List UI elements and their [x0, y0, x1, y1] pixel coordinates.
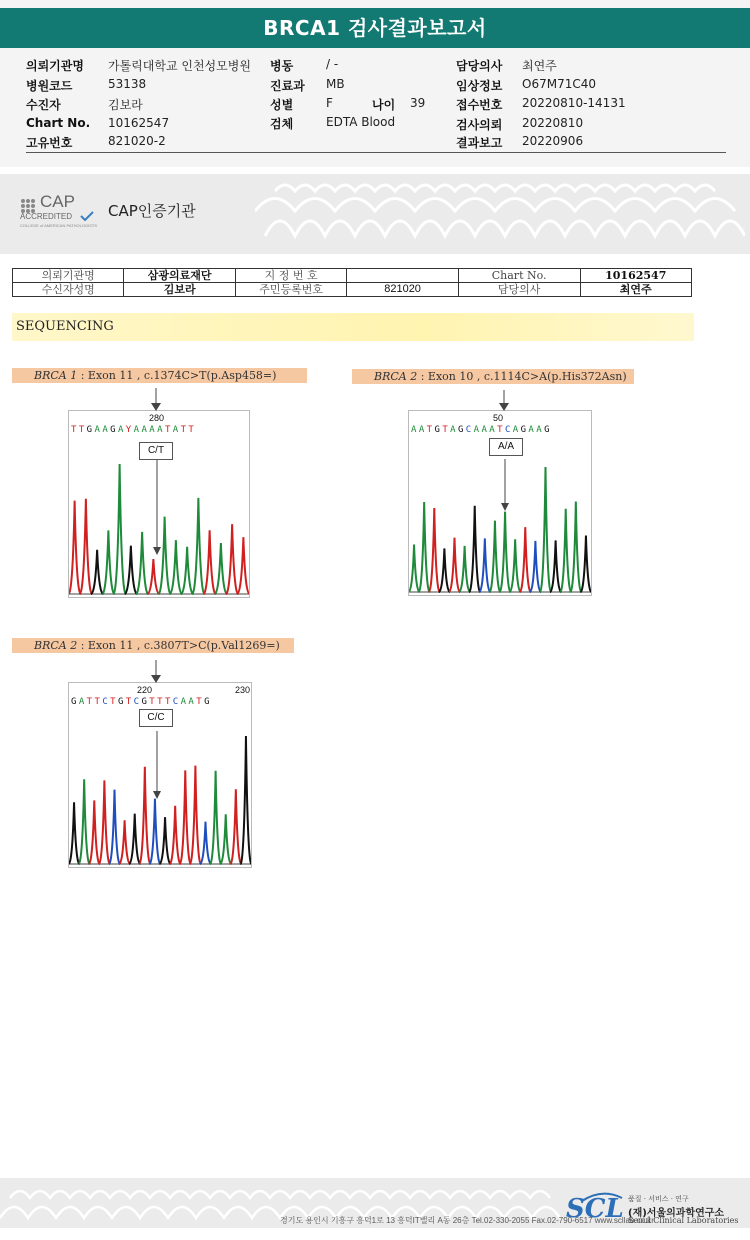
footer-address: 경기도 용인시 기흥구 흥덕1로 13 흥덕IT밸리 A동 26층 Tel.02-330-2055 Fax.02-790-6517 www.scllab.co.kr — [280, 1216, 654, 1225]
base-letter: T — [196, 697, 205, 707]
trace-peak — [69, 802, 80, 864]
variant-desc: : Exon 11 , c.1374C>T(p.Asp458=) — [77, 369, 277, 382]
header-label: 병원코드 — [26, 79, 73, 93]
header-label: 진료과 — [270, 79, 305, 93]
header-label: 임상정보 — [456, 79, 503, 93]
sequence-letters — [71, 697, 212, 707]
cloud-scroll-icon — [255, 176, 745, 252]
base-letter: A — [489, 425, 498, 435]
gene-name: BRCA 1 — [34, 369, 78, 382]
base-letter: A — [528, 425, 537, 435]
id-label: 주민등록번호 — [235, 283, 346, 297]
table-row — [13, 269, 692, 283]
sequence-letters — [71, 425, 196, 435]
trace-peak — [489, 521, 500, 592]
cap-logo-text: CAP — [40, 192, 75, 211]
header-value: 김보라 — [108, 98, 143, 112]
variant-label-3 — [12, 638, 294, 653]
chart-value: 10162547 — [580, 269, 692, 283]
trace-peak — [540, 467, 551, 592]
chromatogram-2 — [408, 410, 592, 596]
trace-peak — [439, 548, 450, 592]
base-letter: T — [71, 425, 79, 435]
sequencing-heading: SEQUENCING — [12, 313, 694, 341]
position-arrow-icon — [498, 390, 510, 412]
base-letter: G — [110, 425, 118, 435]
base-letter: A — [149, 425, 158, 435]
base-letter: A — [536, 425, 545, 435]
trace-peak — [190, 766, 201, 864]
trace-peak — [560, 509, 571, 592]
base-letter: T — [125, 697, 134, 707]
cap-logo — [18, 190, 102, 230]
position-number: 50 — [493, 413, 504, 423]
trace-peak — [530, 541, 541, 592]
header-label: 고유번호 — [26, 136, 73, 150]
designation-value — [347, 269, 458, 283]
position-arrow-icon — [150, 660, 162, 684]
base-letter: A — [102, 425, 111, 435]
patient-label: 수신자성명 — [13, 283, 124, 297]
base-letter: A — [188, 697, 197, 707]
trace-peak — [240, 736, 251, 864]
base-letter: G — [117, 697, 126, 707]
base-letter: T — [180, 425, 189, 435]
header-divider — [26, 152, 726, 153]
trace-peak — [459, 546, 470, 592]
trace-peak — [69, 501, 81, 594]
trace-peak — [129, 814, 140, 864]
header-value: 가톨릭대학교 인천성모병원 — [108, 59, 251, 73]
trace-peak — [550, 540, 561, 592]
trace-peak — [139, 767, 150, 864]
trace-peak — [510, 539, 521, 592]
base-letter: T — [110, 697, 118, 707]
header-label: 검체 — [270, 117, 294, 131]
header-label: 성별 — [270, 98, 294, 112]
sequence-letters — [411, 425, 552, 435]
header-label: Chart No. — [26, 116, 91, 130]
trace-peak — [419, 502, 430, 592]
base-letter: G — [204, 697, 212, 707]
header-label: 담당의사 — [456, 59, 503, 73]
base-letter: A — [157, 425, 165, 435]
header-value: 53138 — [108, 77, 147, 91]
base-letter: C — [465, 425, 474, 435]
patient-info-table — [12, 268, 692, 297]
inst-label: 의뢰기관명 — [13, 269, 124, 283]
table-row — [13, 283, 692, 297]
base-letter: T — [78, 425, 87, 435]
base-letter: T — [149, 697, 158, 707]
scl-name-english: Seoul Clinical Laboratories — [628, 1216, 739, 1225]
base-letter: T — [442, 425, 451, 435]
trace-peak — [91, 550, 103, 594]
base-letter: G — [71, 697, 79, 707]
trace-peak — [99, 780, 110, 864]
chromatogram-trace — [69, 411, 249, 597]
gene-name: BRCA 2 — [34, 639, 78, 652]
base-letter: G — [434, 425, 443, 435]
trace-peak — [215, 543, 227, 594]
base-letter: A — [117, 425, 126, 435]
arrow-down-icon — [153, 791, 161, 799]
base-letter: T — [497, 425, 505, 435]
base-letter: G — [141, 697, 150, 707]
position-arrow-icon — [150, 388, 162, 412]
genotype-box: C/T — [139, 442, 173, 460]
base-letter: T — [94, 697, 103, 707]
trace-peak — [210, 771, 221, 864]
trace-peak — [147, 559, 159, 594]
header-label: 검사의뢰 — [456, 118, 503, 132]
base-letter: A — [133, 425, 142, 435]
variant-label-2 — [352, 369, 634, 384]
base-letter: A — [411, 425, 419, 435]
variant-desc: : Exon 10 , c.1114C>A(p.His372Asn) — [417, 370, 627, 383]
header-value: 821020-2 — [108, 134, 166, 148]
trace-peak — [113, 464, 125, 594]
trace-peak — [469, 506, 480, 592]
position-number: 220 — [137, 685, 153, 695]
base-letter: T — [164, 425, 173, 435]
trace-peak — [170, 540, 182, 594]
base-letter: G — [520, 425, 529, 435]
base-letter: A — [141, 425, 150, 435]
base-letter: Y — [125, 425, 134, 435]
header-value: F — [326, 96, 333, 110]
header-label: 병동 — [270, 59, 294, 73]
header-value: 20220810-14131 — [522, 96, 626, 110]
trace-peak — [80, 499, 92, 594]
cap-college-text: COLLEGE of AMERICAN PATHOLOGISTS — [20, 223, 97, 228]
trace-peak — [158, 517, 170, 594]
scl-logo: SCL — [566, 1194, 624, 1224]
base-letter: A — [512, 425, 521, 435]
variant-desc: : Exon 11 , c.3807T>C(p.Val1269=) — [77, 639, 280, 652]
trace-peak — [119, 820, 130, 864]
id-value: 821020 — [347, 283, 458, 297]
base-letter: A — [78, 697, 87, 707]
header-value: O67M71C40 — [522, 77, 596, 91]
chromatogram-3 — [68, 682, 252, 868]
designation-label: 지 정 번 호 — [235, 269, 346, 283]
trace-peak — [109, 790, 120, 864]
chromatogram-1 — [68, 410, 250, 598]
base-letter: T — [164, 697, 173, 707]
trace-peak — [580, 536, 591, 592]
gene-name: BRCA 2 — [374, 370, 418, 383]
cap-certified-label: CAP인증기관 — [108, 202, 196, 220]
trace-peak — [449, 538, 460, 592]
trace-peak — [180, 770, 191, 864]
base-letter: A — [473, 425, 482, 435]
base-letter: A — [172, 425, 181, 435]
header-value: 20220810 — [522, 116, 584, 130]
trace-peak — [192, 498, 204, 594]
header-value: EDTA Blood — [326, 115, 396, 129]
base-letter: A — [180, 697, 189, 707]
header-value: 20220906 — [522, 134, 584, 148]
base-letter: C — [102, 697, 111, 707]
header-value: 최연주 — [522, 59, 557, 73]
base-letter: C — [172, 697, 181, 707]
genotype-box: C/C — [139, 709, 173, 727]
trace-peak — [237, 537, 249, 594]
base-letter: T — [157, 697, 165, 707]
header-label: 접수번호 — [456, 98, 503, 112]
trace-peak — [203, 530, 215, 594]
trace-peak — [409, 544, 420, 592]
trace-peak — [499, 512, 510, 592]
base-letter: T — [86, 697, 95, 707]
trace-peak — [479, 538, 490, 592]
scl-slogan: 품질 · 서비스 · 연구 — [628, 1195, 689, 1203]
base-letter: G — [457, 425, 466, 435]
trace-peak — [226, 524, 238, 594]
doctor-value: 최연주 — [580, 283, 692, 297]
base-letter: T — [188, 425, 197, 435]
header-label: 결과보고 — [456, 136, 503, 150]
trace-peak — [230, 789, 241, 864]
base-letter: A — [418, 425, 427, 435]
position-number: 230 — [235, 685, 251, 695]
trace-peak — [79, 779, 90, 864]
trace-peak — [149, 799, 160, 864]
header-value: MB — [326, 77, 345, 91]
header-value: / - — [326, 57, 339, 71]
cap-accredited-text: ACCREDITED — [20, 212, 73, 221]
trace-peak — [102, 530, 114, 594]
trace-peak — [89, 800, 100, 864]
trace-peak — [159, 817, 170, 864]
age-label: 나이 — [372, 98, 396, 112]
arrow-down-icon — [153, 547, 161, 555]
doctor-label: 담당의사 — [458, 283, 580, 297]
base-letter: G — [86, 425, 95, 435]
variant-label-1 — [12, 368, 307, 383]
age-value: 39 — [410, 96, 426, 110]
trace-peak — [136, 532, 148, 594]
report-title: BRCA1 검사결과보고서 — [0, 8, 750, 48]
arrow-down-icon — [501, 503, 509, 511]
header-value: 10162547 — [108, 116, 170, 130]
inst-value: 삼광의료재단 — [124, 269, 235, 283]
patient-value: 김보라 — [124, 283, 235, 297]
trace-peak — [570, 502, 581, 592]
base-letter: G — [544, 425, 552, 435]
trace-peak — [181, 547, 193, 594]
header-label: 의뢰기관명 — [26, 59, 84, 73]
chart-label: Chart No. — [458, 269, 580, 283]
trace-peak — [170, 806, 181, 864]
base-letter: C — [504, 425, 513, 435]
trace-peak — [220, 814, 231, 864]
base-letter: A — [450, 425, 458, 435]
base-letter: A — [94, 425, 103, 435]
base-letter: C — [133, 697, 142, 707]
position-number: 280 — [149, 413, 165, 423]
trace-peak — [429, 508, 440, 592]
base-letter: T — [426, 425, 435, 435]
checkmark-icon — [80, 211, 94, 221]
base-letter: A — [481, 425, 490, 435]
genotype-box: A/A — [489, 438, 523, 456]
scl-name-korean: (재)서울의과학연구소 — [628, 1208, 725, 1219]
trace-peak — [200, 822, 211, 864]
trace-peak — [125, 546, 137, 594]
header-label: 수진자 — [26, 98, 61, 112]
trace-peak — [520, 527, 531, 592]
